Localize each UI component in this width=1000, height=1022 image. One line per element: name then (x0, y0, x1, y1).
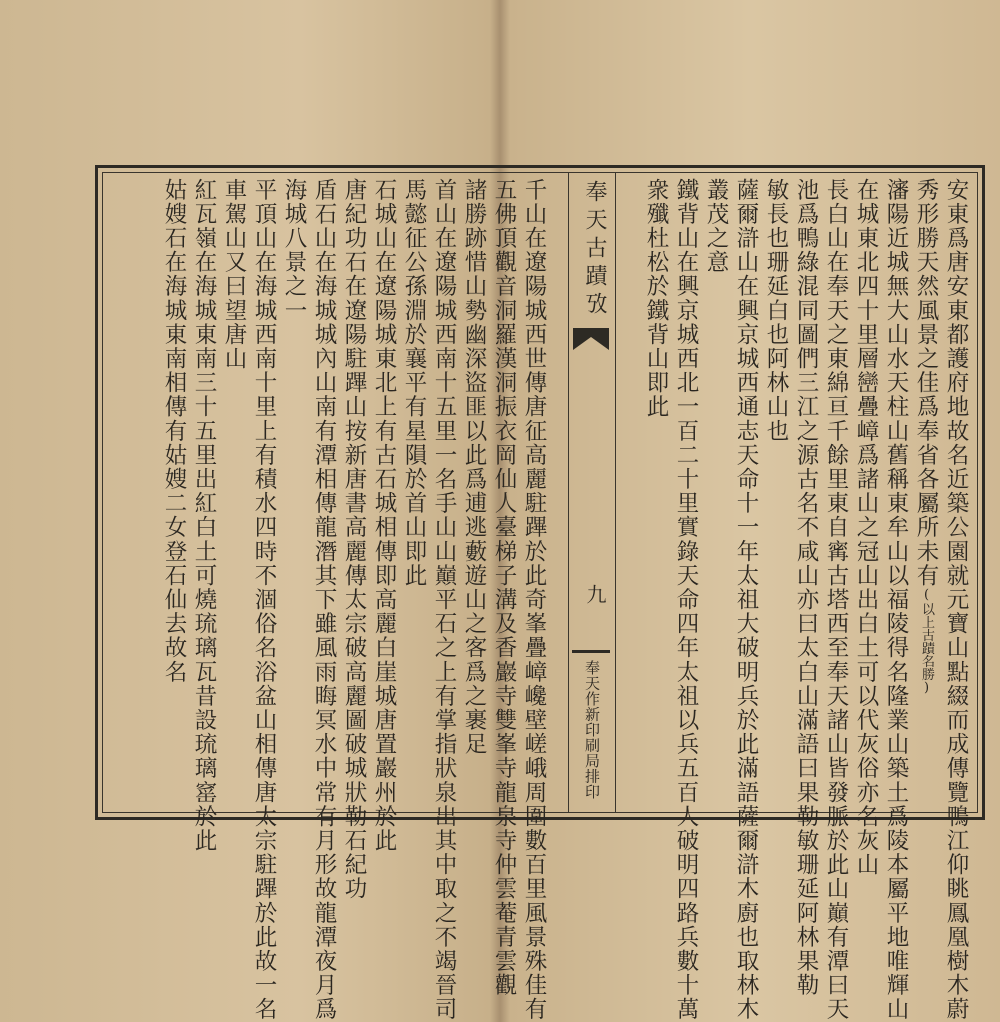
text-column: 平頂山在海城西南十里上有積水四時不涸俗名浴盆山相傳唐太宗駐蹕於此故一名 (251, 178, 277, 1022)
text-column: 石城山在遼陽城東北上有古石城相傳即高麗白崖城唐置巖州於此 (371, 178, 397, 853)
text-column: 叢茂之意 (703, 178, 729, 275)
text-column: 千山在遼陽城西世傳唐征高麗駐蹕於此奇峯疊嶂巉壁嵯峨周圍數百里風景殊佳有 (521, 178, 547, 1022)
publisher-imprint: 奉天作新印刷局排印 (583, 660, 601, 800)
text-column: 鐵背山在興京城西北一百二十里實錄天命四年太祖以兵五百人破明四路兵數十萬 (673, 178, 699, 1022)
text-column: 唐紀功石在遼陽駐蹕山按新唐書高麗傳太宗破高麗圖破城狀勒石紀功 (341, 178, 367, 901)
text-column: 車駕山又曰望唐山 (221, 178, 247, 371)
text-column: 諸勝跡惜山勢幽深盜匪以此爲逋逃藪遊山之客爲之裹足 (461, 178, 487, 757)
text-column: 衆殲杜松於鐵背山即此 (643, 178, 669, 419)
text-column: 池爲鴨綠混同圖們三江之源古名不咸山亦曰太白山滿語曰果勒敏珊延阿林果勒 (793, 178, 819, 998)
text-column: 薩爾滸山在興京城西通志天命十一年太祖大破明兵於此滿語薩爾滸木廚也取林木 (733, 178, 759, 1022)
text-column: 敏長也珊延白也阿林山也 (763, 178, 789, 444)
page-number: 九 (583, 584, 607, 604)
strip-divider (572, 650, 610, 653)
book-title: 奉天古蹟攷 (582, 180, 607, 320)
text-column: 紅瓦嶺在海城東南三十五里出紅白土可燒琉璃瓦昔設琉璃窰於此 (191, 178, 217, 853)
text-column: 盾石山在海城城內山南有潭相傳龍潛其下雖風雨晦冥水中常有月形故龍潭夜月爲 (311, 178, 337, 1022)
text-column: 秀形勝天然風景之佳爲奉省各屬所未有(以上古蹟名勝) (913, 178, 939, 696)
text-column: 海城八景之一 (281, 178, 307, 323)
text-column: 首山在遼陽城西南十五里一名手山山巔平石之上有掌指狀泉出其中取之不竭晉司 (431, 178, 457, 1022)
page-frame (95, 165, 985, 1022)
section-note: (以上古蹟名勝) (919, 587, 934, 696)
text-column: 長白山在奉天之東綿亘千餘里東自寗古塔西至奉天諸山皆發脈於此山巔有潭曰天 (823, 178, 849, 1022)
text-column: 姑嫂石在海城東南相傳有姑嫂二女登石仙去故名 (161, 178, 187, 685)
text-column: 馬懿征公孫淵於襄平有星隕於首山即此 (401, 178, 427, 588)
text-column: 瀋陽近城無大山水天柱山舊稱東牟山以福陵得名隆業山築土爲陵本屬平地唯輝山 (883, 178, 909, 1022)
text-column: 安東爲唐安東都護府地故名近築公園就元寶山點綴而成傳覽鴨江仰眺鳳凰樹木蔚 (943, 178, 969, 1022)
text-column: 五佛頂觀音洞羅漢洞振衣岡仙人臺梯子溝及香巖寺雙峯寺龍泉寺仲雲菴青雲觀 (491, 178, 517, 998)
text-column: 在城東北四十里層巒疊嶂爲諸山之冠山出白土可以代灰俗亦名灰山 (853, 178, 879, 877)
fish-tail-mark-icon (573, 328, 609, 350)
center-fold-strip (568, 172, 616, 813)
